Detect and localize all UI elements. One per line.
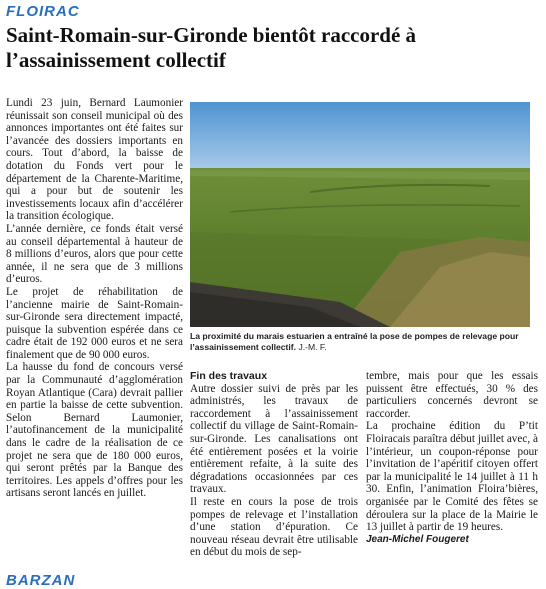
article-column-middle <box>190 370 358 559</box>
article-column-left <box>6 97 183 500</box>
subhead: Fin des travaux <box>190 370 268 382</box>
paragraph: La prochaine édition du P’tit Floiracais paraîtra début juillet avec, à l’intérieur, un coupon-réponse pour l’invitation de l’apéritif citoyen offert par la municipalité le 14 juillet à 11 h 30. Enfin, l’animation Floira’bières, organisée par le Comité des fêtes se déroulera sur la place de la Mairie le 13 juillet à partir de 19 heures. <box>366 420 538 534</box>
paragraph: L’année dernière, ce fonds était versé au conseil départemental à hauteur de 8 millions d’euros, alors que pour cette année, il ne sera que de 3 millions d’euros. <box>6 222 183 286</box>
paragraph: Il reste en cours la pose de trois pompes de relevage et l’installation d’une station d’épuration. Ce nouveau réseau devrait être utilisable en début du mois de sep- <box>190 495 358 559</box>
next-article-kicker: BARZAN <box>6 572 76 589</box>
paragraph: tembre, mais pour que les essais puissent être effectués, 30 % des particuliers concernés devront se raccorder. <box>366 370 538 420</box>
photo-caption <box>190 331 536 352</box>
paragraph: Lundi 23 juin, Bernard Laumonier réunissait son conseil municipal où des annonces importantes ont été faites sur l’avancée des dossiers importants en cours. Tout d’abord, la baisse de dotation du Fonds vert pour le département de la Charente-Maritime, qui a pour but de soutenir les investissements locaux afin d’accélérer la transition écologique. <box>6 97 183 223</box>
kicker: FLOIRAC <box>6 3 80 20</box>
headline: Saint-Romain-sur-Gironde bientôt raccordé à l’assainissement collectif <box>6 23 417 72</box>
marsh-field-photo <box>190 102 530 327</box>
caption-text: La proximité du marais estuarien a entraîné la pose de pompes de relevage pour l’assainissement collectif. <box>190 331 519 352</box>
author-signature: Jean-Michel Fougeret <box>366 533 469 545</box>
paragraph: Le projet de réhabilitation de l’ancienne mairie de Saint-Romain-sur-Gironde sera directement impacté, puisque la subvention espérée dans ce cadre était de 192 000 euros et ne sera finalement que de 90 000 euros. <box>6 285 183 361</box>
article-column-right <box>366 370 538 546</box>
photo-credit: J.-M. F. <box>298 341 327 352</box>
paragraph: Autre dossier suivi de près par les administrés, les travaux de raccordement à l’assainissement collectif du village de Saint-Romain-sur-Gironde. Les canalisations ont été entièrement posées et la voirie entièrement refaite, à la suite des dégradations occasionnées par ces travaux. <box>190 382 358 496</box>
paragraph: La hausse du fond de concours versé par la Communauté d’agglomération Royan Atlantique (Cara) devrait pallier en partie la baisse de cette subvention. Selon Bernard Laumonier, l’autofinancement de la municipalité dans le cadre de la réalisation de ce projet ne sera que de 180 000 euros, qui seront prêtés par la Banque des territoires. Les appels d’offres pour les artisans seront lancés en juillet. <box>6 361 183 500</box>
